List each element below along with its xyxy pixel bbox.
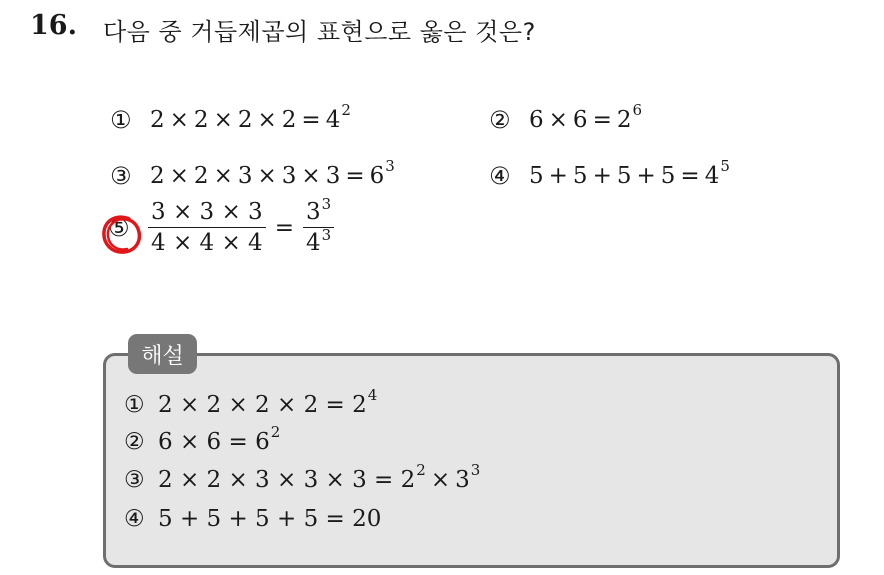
circle-stroke-inner [108, 219, 127, 249]
expr-exponent: 2 [270, 423, 281, 441]
expr-base: 3 [305, 199, 321, 225]
expr-exponent: 5 [720, 157, 730, 175]
solution-mark: ④ [124, 506, 145, 532]
expr-term: 6 [572, 107, 588, 133]
expr-exponent: 2 [416, 461, 426, 479]
solution-lhs: 6 × 6 = [158, 429, 248, 455]
expr-op: × [257, 107, 277, 133]
expr-base: 4 [704, 163, 720, 189]
expr-exponent: 2 [341, 101, 351, 119]
solution-lhs: 2 × 2 × 2 × 2 = [158, 392, 345, 418]
expr-op: × [301, 163, 321, 189]
solution-line-1 [124, 386, 378, 418]
option-1-mark: ① [110, 106, 132, 134]
expr-term: 3 [237, 163, 253, 189]
expr-base: 4 [325, 107, 341, 133]
solution-lhs: 2 × 2 × 3 × 3 × 3 = [158, 467, 394, 493]
lhs-numerator: 3 × 3 × 3 [148, 199, 266, 228]
lhs-denominator: 4 × 4 × 4 [151, 230, 263, 256]
expr-op: × [257, 163, 277, 189]
expr-term: 3 [325, 163, 341, 189]
expr-op: × [430, 467, 451, 493]
expr-op: + [636, 163, 656, 189]
expr-base: 3 [455, 467, 470, 493]
expr-exponent: 3 [321, 195, 332, 213]
question-number: 16. [30, 10, 77, 41]
option-1[interactable] [110, 101, 351, 134]
expr-term: 3 [281, 163, 297, 189]
circle-stroke-outer [104, 217, 139, 252]
expr-op: × [548, 107, 568, 133]
solution-line-2 [124, 423, 281, 455]
expr-base: 2 [352, 392, 367, 418]
expr-op: = [301, 107, 321, 133]
solution-mark: ② [124, 429, 145, 455]
expr-term: 5 [616, 163, 632, 189]
expr-op: + [548, 163, 568, 189]
option-4[interactable] [489, 157, 730, 190]
question-text: 다음 중 거듭제곱의 표현으로 옳은 것은? [103, 18, 536, 46]
rhs-denominator [303, 228, 334, 256]
expr-term: 6 [529, 107, 544, 133]
expr-op: × [169, 107, 189, 133]
expr-exponent: 3 [385, 157, 395, 175]
rhs-fraction [303, 195, 334, 256]
option-2-mark: ② [489, 106, 511, 134]
expr-term: 2 [150, 107, 165, 133]
expr-base: 6 [255, 429, 270, 455]
expr-op: = [680, 163, 700, 189]
expr-op: = [274, 214, 294, 241]
solution-line-4 [124, 506, 381, 532]
expr-op: × [169, 163, 189, 189]
expr-base: 2 [400, 467, 416, 493]
option-4-mark: ④ [489, 162, 511, 190]
expr-exponent: 4 [367, 386, 378, 404]
option-3[interactable] [110, 157, 395, 190]
solution-mark: ③ [124, 467, 145, 493]
rhs-numerator [303, 195, 334, 228]
expr-term: 5 [572, 163, 588, 189]
expr-term: 2 [237, 107, 253, 133]
expr-term: 5 [660, 163, 676, 189]
expr-exponent: 3 [321, 226, 332, 244]
expr-op: × [213, 107, 233, 133]
selection-circle-icon [99, 211, 145, 257]
expr-term: 5 [529, 163, 544, 189]
expr-op: = [345, 163, 365, 189]
expr-term: 2 [150, 163, 165, 189]
expr-base: 6 [369, 163, 385, 189]
option-3-mark: ③ [110, 162, 132, 190]
expr-base: 20 [352, 506, 382, 532]
expr-base: 4 [305, 230, 321, 256]
expr-term: 2 [193, 107, 209, 133]
expr-op: = [592, 107, 612, 133]
option-2[interactable] [489, 101, 643, 134]
expr-exponent: 3 [470, 461, 481, 479]
solution-mark: ① [124, 392, 145, 418]
solution-lhs: 5 + 5 + 5 + 5 = [158, 506, 345, 532]
option-5-mark: ⑤ [108, 213, 130, 242]
lhs-fraction [148, 199, 266, 256]
expr-exponent: 6 [632, 101, 643, 119]
expr-base: 2 [616, 107, 632, 133]
expr-op: + [592, 163, 612, 189]
solution-line-3 [124, 461, 481, 493]
solution-label: 해설 [128, 334, 197, 374]
expr-op: × [213, 163, 233, 189]
expr-term: 2 [281, 107, 297, 133]
expr-term: 2 [193, 163, 209, 189]
